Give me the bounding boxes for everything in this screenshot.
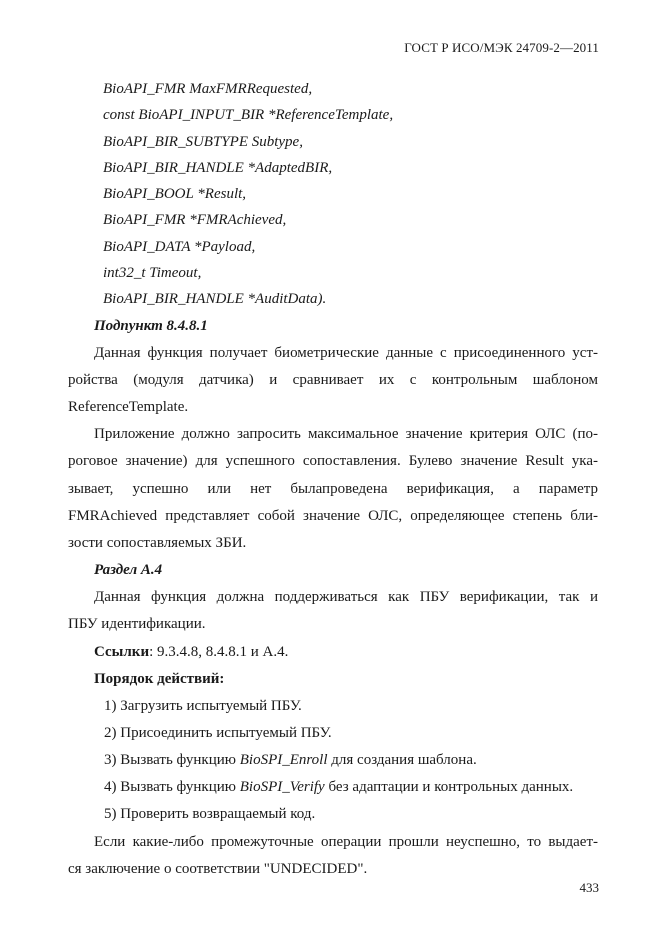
text-line: FMRAchieved представляет собой значение ОЛС, определяющее степень бли- [68, 507, 598, 524]
references-line [68, 639, 598, 666]
code-line: BioAPI_BOOL *Result, [103, 186, 247, 203]
code-line: BioAPI_FMR *FMRAchieved, [103, 212, 287, 229]
code-line: BioAPI_FMR MaxFMRRequested, [103, 81, 313, 97]
code-line: BioAPI_DATA *Payload, [103, 238, 256, 255]
subclause-paragraph-2 [68, 421, 598, 557]
text-line: зывает, успешно или нет былапроведена верификация, а параметр [68, 480, 598, 497]
section-heading: Раздел А.4 [94, 562, 163, 579]
code-line: int32_t Timeout, [103, 265, 202, 282]
code-line: BioAPI_BIR_SUBTYPE Subtype, [103, 133, 303, 150]
page-number: 433 [579, 880, 599, 895]
text-line: Данная функция должна поддерживаться как ПБУ верификации, так и [94, 589, 598, 606]
step-text: для создания шаблона. [327, 752, 477, 769]
code-line: BioAPI_BIR_HANDLE *AdaptedBIR, [103, 159, 333, 176]
text-line: Данная функция получает биометрические данные с присоединенного уст- [94, 344, 598, 361]
references-value: : 9.3.4.8, 8.4.8.1 и А.4. [149, 643, 289, 660]
step-text: без адаптации и контрольных данных. [324, 779, 574, 796]
page-content [68, 76, 598, 883]
step-text: 2) Присоединить испытуемый ПБУ. [104, 724, 332, 741]
text-line: ReferenceTemplate. [68, 399, 189, 416]
text-line: Приложение должно запросить максимальное значение критерия ОЛС (по- [94, 426, 598, 443]
text-line: ройства (модуля датчика) и сравнивает их с контрольным шаблоном [68, 371, 598, 388]
procedure-step [68, 774, 598, 801]
references-label: Ссылки [94, 643, 150, 660]
subclause-paragraph-1 [68, 340, 598, 422]
code-block [68, 76, 598, 313]
text-line: зости сопоставляемых ЗБИ. [68, 534, 247, 551]
function-name: BioSPI_Verify [239, 779, 325, 796]
procedure-step [68, 801, 598, 828]
conclusion-paragraph [68, 829, 598, 883]
function-name: BioSPI_Enroll [239, 752, 328, 769]
code-line: const BioAPI_INPUT_BIR *ReferenceTemplate, [103, 107, 394, 124]
procedure-step [68, 720, 598, 747]
step-text: 1) Загрузить испытуемый ПБУ. [104, 697, 302, 714]
section-paragraph [68, 584, 598, 638]
text-line: ся заключение о соответствии "UNDECIDED". [68, 860, 368, 877]
procedure-step [68, 747, 598, 774]
procedure-step [68, 693, 598, 720]
step-text: 3) Вызвать функцию [104, 752, 240, 769]
text-line: ПБУ идентификации. [68, 616, 206, 633]
step-text: 5) Проверить возвращаемый код. [104, 806, 316, 823]
standard-header: ГОСТ Р ИСО/МЭК 24709-2—2011 [404, 40, 599, 55]
step-text: 4) Вызвать функцию [104, 779, 240, 796]
text-line: Если какие-либо промежуточные операции прошли неуспешно, то выдает- [94, 833, 598, 850]
procedure-steps [68, 693, 598, 829]
text-line: роговое значение) для успешного сопоставления. Булево значение Result ука- [68, 453, 598, 470]
subclause-heading: Подпункт 8.4.8.1 [94, 317, 208, 334]
code-line: BioAPI_BIR_HANDLE *AuditData). [103, 291, 327, 308]
procedure-heading: Порядок действий: [94, 670, 225, 687]
